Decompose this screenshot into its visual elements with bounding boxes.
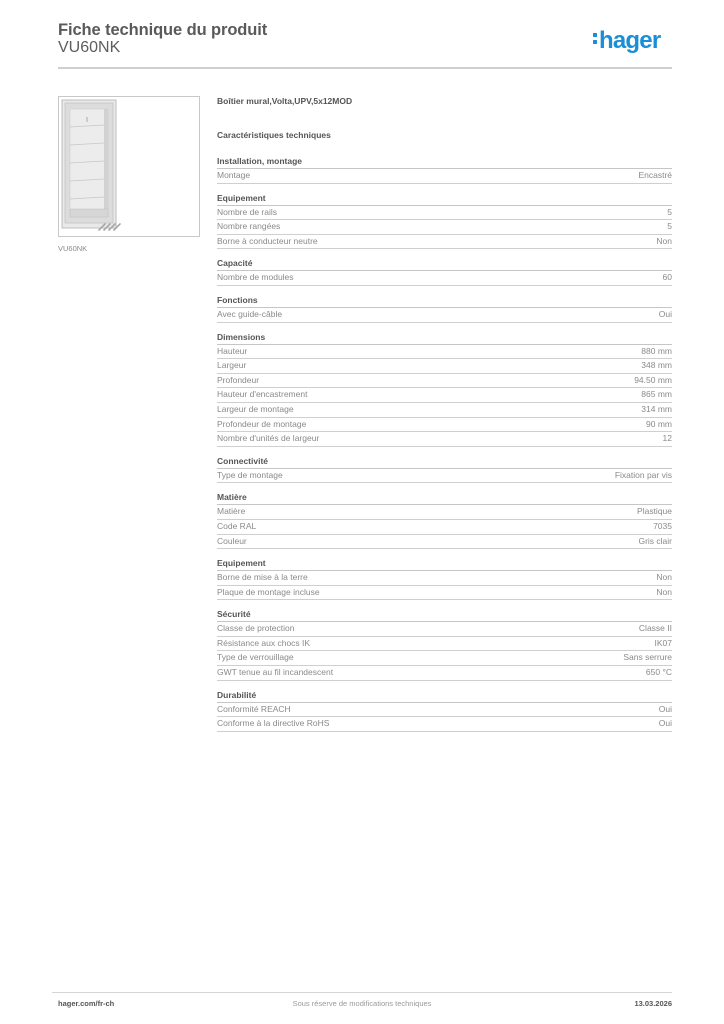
spec-row (217, 271, 672, 286)
spec-label: Code RAL (217, 520, 257, 531)
spec-row (217, 403, 672, 418)
spec-group-title: Matière (217, 491, 672, 505)
spec-label: Avec guide-câble (217, 308, 283, 319)
spec-value: Gris clair (638, 535, 672, 546)
spec-row (217, 622, 672, 637)
spec-group-title: Equipement (217, 557, 672, 571)
spec-group-title: Fonctions (217, 294, 672, 308)
spec-group (217, 294, 672, 323)
spec-row (217, 505, 672, 520)
spec-value: Non (656, 572, 672, 583)
spec-group-title: Equipement (217, 192, 672, 206)
spec-value: Plastique (637, 506, 672, 517)
footer-date: 13.03.2026 (634, 999, 672, 1008)
spec-value: 5 (667, 206, 672, 217)
footer-divider (52, 992, 672, 993)
spec-label: Borne à conducteur neutre (217, 235, 318, 246)
spec-label: Nombre d'unités de largeur (217, 433, 320, 444)
spec-value: IK07 (654, 637, 672, 648)
spec-group (217, 192, 672, 250)
spec-label: Matière (217, 506, 246, 517)
spec-value: 650 °C (645, 667, 672, 678)
spec-label: Montage (217, 170, 251, 180)
spec-group (217, 557, 672, 600)
spec-row (217, 432, 672, 447)
spec-row (217, 586, 672, 601)
spec-value: 60 (662, 272, 672, 283)
spec-row (217, 169, 672, 184)
spec-group-title: Connectivité (217, 455, 672, 469)
spec-row (217, 535, 672, 550)
spec-label: Classe de protection (217, 623, 295, 634)
spec-label: Hauteur (217, 345, 248, 356)
document-title: Fiche technique du produit (58, 21, 268, 39)
spec-label: Profondeur de montage (217, 418, 307, 429)
spec-group (217, 155, 672, 184)
spec-group (217, 257, 672, 286)
spec-group (217, 491, 672, 549)
spec-label: Type de montage (217, 469, 283, 480)
spec-label: GWT tenue au fil incandescent (217, 667, 334, 678)
spec-label: Largeur de montage (217, 403, 294, 414)
spec-group-title: Durabilité (217, 689, 672, 703)
spec-group-title: Capacité (217, 257, 672, 271)
spec-row (217, 571, 672, 586)
spec-row (217, 308, 672, 323)
spec-value: 314 mm (641, 403, 672, 414)
logo-colon-icon (593, 30, 598, 47)
product-image (58, 96, 200, 237)
specs-heading: Caractéristiques techniques (217, 130, 331, 140)
spec-label: Plaque de montage incluse (217, 586, 320, 597)
spec-group (217, 608, 672, 680)
spec-label: Nombre rangées (217, 221, 281, 232)
spec-row (217, 235, 672, 250)
spec-value: Oui (658, 718, 672, 729)
spec-label: Couleur (217, 535, 247, 546)
spec-label: Nombre de modules (217, 272, 294, 283)
spec-row (217, 703, 672, 718)
spec-value: Non (656, 586, 672, 597)
spec-row (217, 206, 672, 221)
image-caption: VU60NK (58, 244, 88, 253)
header-divider (58, 67, 672, 69)
spec-label: Type de verrouillage (217, 652, 294, 663)
spec-value: 5 (667, 221, 672, 232)
spec-label: Résistance aux chocs IK (217, 637, 311, 648)
spec-label: Profondeur (217, 374, 260, 385)
spec-group-title: Installation, montage (217, 155, 672, 169)
spec-row (217, 374, 672, 389)
spec-value: 94.50 mm (634, 374, 672, 385)
spec-value: 7035 (653, 520, 672, 531)
spec-label: Conforme à la directive RoHS (217, 718, 330, 729)
spec-value: 12 (662, 433, 672, 444)
spec-row (217, 388, 672, 403)
hager-logo (593, 29, 660, 53)
spec-label: Nombre de rails (217, 206, 277, 217)
spec-value: 348 mm (641, 360, 672, 371)
spec-group (217, 455, 672, 484)
specs-table (217, 155, 672, 740)
spec-group-title: Dimensions (217, 331, 672, 345)
product-description: Boîtier mural,Volta,UPV,5x12MOD (217, 96, 353, 106)
spec-value: 90 mm (646, 418, 672, 429)
spec-value: Oui (658, 703, 672, 714)
spec-label: Borne de mise à la terre (217, 572, 308, 583)
logo-text: hager (599, 27, 661, 54)
spec-group (217, 331, 672, 447)
product-code: VU60NK (58, 39, 121, 56)
spec-value: 865 mm (641, 389, 672, 400)
spec-label: Hauteur d'encastrement (217, 389, 308, 400)
spec-row (217, 418, 672, 433)
spec-label: Largeur (217, 360, 247, 371)
spec-value: Fixation par vis (614, 469, 672, 480)
spec-row (217, 359, 672, 374)
spec-row (217, 345, 672, 360)
spec-value: Encastré (638, 170, 672, 180)
spec-row (217, 637, 672, 652)
spec-value: Non (656, 235, 672, 246)
spec-row (217, 220, 672, 235)
spec-row (217, 469, 672, 484)
spec-value: 880 mm (641, 345, 672, 356)
spec-value: Sans serrure (623, 652, 672, 663)
spec-row (217, 520, 672, 535)
spec-value: Classe II (638, 623, 672, 634)
spec-group-title: Sécurité (217, 608, 672, 622)
spec-row (217, 666, 672, 681)
spec-label: Conformité REACH (217, 703, 291, 714)
footer-disclaimer: Sous réserve de modifications techniques (292, 999, 432, 1008)
spec-row (217, 651, 672, 666)
spec-group (217, 689, 672, 732)
spec-row (217, 717, 672, 732)
footer-website-link[interactable]: hager.com/fr-ch (58, 999, 115, 1008)
spec-value: Oui (658, 308, 672, 319)
enclosure-illustration-icon (59, 97, 199, 236)
